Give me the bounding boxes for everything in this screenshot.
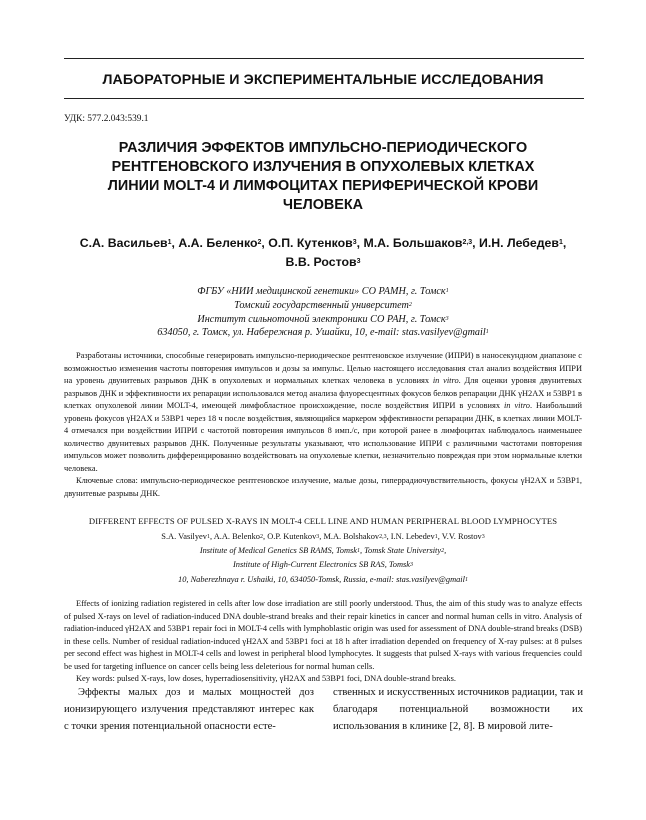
english-authors-affiliations [60, 530, 586, 587]
author-affil-sup: 2,3 [462, 239, 473, 246]
author-name: М.А. Большаков [363, 236, 463, 250]
author-name: А.А. Беленко [178, 236, 258, 250]
affiliation-line: 634050, г. Томск, ул. Набережная р. Ушайки, 10, e-mail: stas.vasilyev@gmail$^1$ [157, 327, 489, 339]
author-affil-sup: 2 [257, 239, 262, 246]
body-paragraph: ственных и искусственных источников радиации, так и благодаря потенциальной возможности их использования в клинике [2, 8]. В мировой лите- [333, 687, 583, 733]
author-name: В.В. Ростов [285, 255, 357, 269]
title-line: РЕНТГЕНОВСКОГО ИЗЛУЧЕНИЯ В ОПУХОЛЕВЫХ КЛЕТКАХ [111, 159, 535, 175]
english-author-list: S.A. Vasilyev$^1$, A.A. Belenko$^2$, O.P. Kutenkov$^3$, M.A. Bolshakov$^{2,3}$, I.N. Lebedev$^1$, V.V. Rostov$^3$ [161, 532, 485, 541]
body-paragraph: Эффекты малых доз и малых мощностей доз ионизирующего излучения представляют интерес как с точки зрения потенциальной опасности есте- [64, 687, 314, 733]
english-affiliation-line: Institute of High-Current Electronics SB RAS, Tomsk$^3$ [232, 560, 414, 570]
section-title: ЛАБОРАТОРНЫЕ И ЭКСПЕРИМЕНТАЛЬНЫЕ ИССЛЕДОВАНИЯ [102, 72, 544, 88]
english-title: DIFFERENT EFFECTS OF PULSED X-RAYS IN MOLT-4 CELL LINE AND HUMAN PERIPHERAL BLOOD LYMPHOCYTES [88, 516, 558, 526]
article-title [70, 139, 576, 215]
abstract-ru-paragraph: Разработаны источники, способные генерировать импульсно-периодическое рентгеновское излучение (ИПРИ) в наносекундном диапазоне с возможностью изменения частоты повторения импульсов и дозы за импульс. Целью настоящего исследования стал анализ воздействия ИПРИ на уровень двунитевых разрывов ДНК в опухолевых и нормальных клетках человека в условиях in vitro. Для оценки уровня двунитевых разрывов ДНК и эффективности их репарации использовался метод анализа флуоресцентных фокусов белков репарации ДНК γH2AX и 53BP1 в клетках опухолевой линии MOLT-4, имеющей лимфобластное происхождение, после воздействия ИПРИ в условиях in vitro. Наибольший уровень фокусов γH2AX и 53BP1 через 18 ч после воздействия, являющийся маркером эффективности репарации ДНК, в клетках линии MOLT-4 отмечался при воздействии ИПРИ с частотой повторения импульсов 8 имп./с, при которой ранее в лимфоцитах наблюдалось наименьшее количество двунитевых разрывов ДНК. Полученные результаты указывают, что использование ИПРИ с различными частотами повторения импульсов может позволить дифференцированно воздействовать на опухолевые клетки, незначительно повреждая при этом нормальные клетки человека. [64, 351, 583, 473]
title-line: РАЗЛИЧИЯ ЭФФЕКТОВ ИМПУЛЬСНО-ПЕРИОДИЧЕСКОГО [118, 140, 528, 156]
top-rule [64, 58, 584, 59]
english-affiliation-line: Institute of Medical Genetics SB RAMS, Tomsk$^1$, Tomsk State University$^2$, [199, 546, 447, 556]
english-affiliation-line: 10, Naberezhnaya r. Ushaiki, 10, 634050-Tomsk, Russia, e-mail: stas.vasilyev@gmail$^1$ [178, 574, 468, 584]
affiliation-line: Институт сильноточной электроники СО РАН, г. Томск$^3$ [197, 313, 449, 325]
author-name: И.Н. Лебедев [479, 236, 559, 250]
author-name: О.П. Кутенков [268, 236, 353, 250]
title-line: ЛИНИИ MOLT-4 И ЛИМФОЦИТАХ ПЕРИФЕРИЧЕСКОЙ КРОВИ [107, 178, 539, 194]
title-line: ЧЕЛОВЕКА [282, 197, 364, 213]
body-column-left [64, 684, 314, 736]
abstract-en [64, 598, 582, 686]
affiliation-line: Томский государственный университет$^2$ [234, 299, 412, 311]
author-affil-sup: 3 [356, 258, 361, 265]
keywords-en: Key words: pulsed X-rays, low doses, hyperradiosensitivity, γH2AX and 53BP1 foci, DNA double-strand breaks. [76, 674, 456, 683]
keywords-ru: Ключевые слова: импульсно-периодическое рентгеновское излучение, малые дозы, гиперрадиочувствительность, фокусы γH2AX и 53BP1, двунитевые разрывы ДНК. [64, 476, 582, 498]
affiliations-ru [60, 285, 586, 340]
author-affil-sup: 1 [167, 239, 172, 246]
abstract-ru [64, 350, 582, 500]
body-column-right [333, 684, 583, 736]
udc-code: УДК: 577.2.043:539.1 [64, 114, 149, 124]
abstract-en-paragraph: Effects of ionizing radiation registered in cells after low dose irradiation are still poorly understood. Thus, the aim of this study was to analyze effects of pulsed X-rays on level of radiation-induced DNA double-strand breaks and their repair kinetics in cancer and normal human cells in vitro. Analysis of radiation-induced γH2AX and 53BP1 repair foci in MOLT-4 cells with lymphoblastic origin was used for assessment of DNA double-strand breaks (DSB) in these cells. Number of residual radiation-induced γH2AX and 53BP1 foci at 18 h after irradiation depended on frequency of X-ray pulses: at 8 pulses per second effect was highest in MOLT-4 cells and lowest in peripheral blood lymphocytes. It suggests that pulsed X-rays with various frequencies could be used for targeting influence on cancer cells being less deleterious for normal human cells. [64, 599, 582, 671]
section-rule [64, 98, 584, 99]
author-affil-sup: 3 [352, 239, 357, 246]
author-name: С.А. Васильев [79, 236, 168, 250]
author-affil-sup: 1 [558, 239, 563, 246]
author-list: С.А. Васильев$^1$, А.А. Беленко$^2$, О.П. Кутенков$^3$, М.А. Большаков$^{2,3}$, И.Н. Лебедев$^1$, В.В. Ростов$^3$ [79, 236, 567, 269]
affiliation-line: ФГБУ «НИИ медицинской генетики» СО РАМН, г. Томск$^1$ [197, 286, 449, 297]
